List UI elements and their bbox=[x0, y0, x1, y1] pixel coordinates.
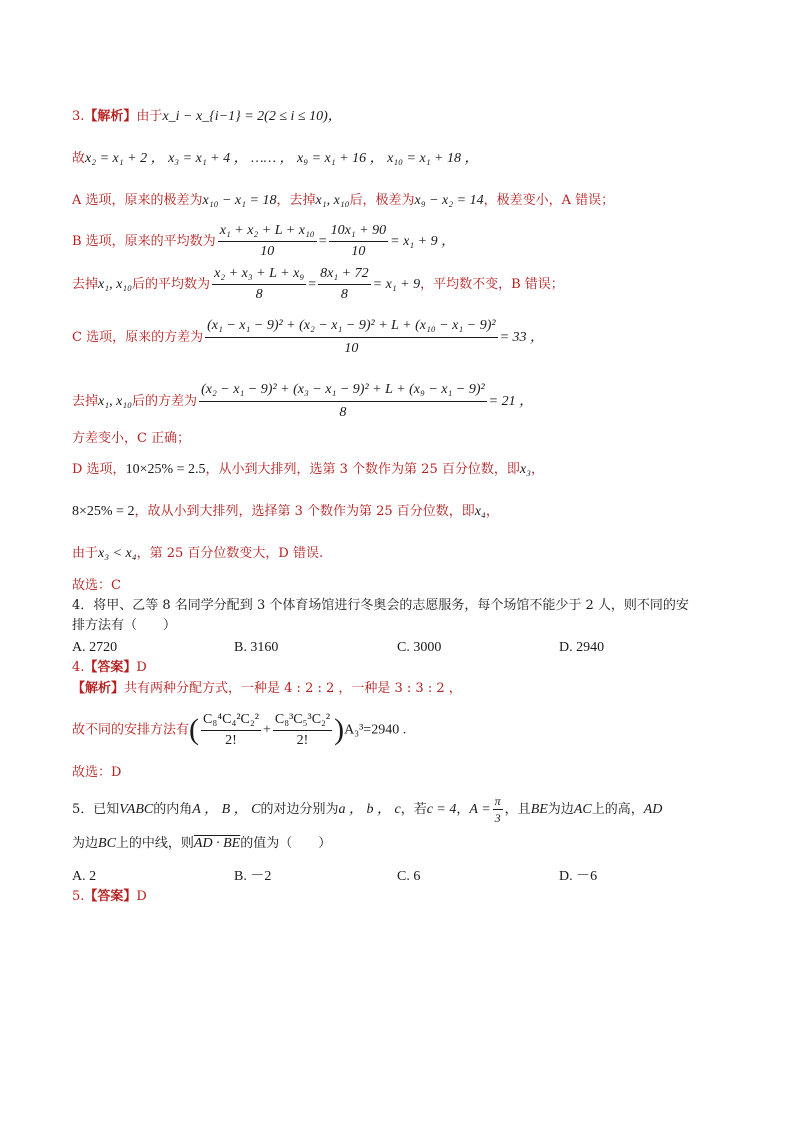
analysis-tag: 【解析】 bbox=[84, 109, 137, 124]
q4-answer-value: D bbox=[136, 660, 147, 675]
q5-ad: AD bbox=[643, 802, 663, 817]
q4-frac2-den: 2! bbox=[296, 732, 309, 748]
q3-a-text3: 后，极差为 bbox=[349, 193, 415, 208]
q4-frac2 bbox=[273, 711, 332, 750]
q5-t1: 5．已知 bbox=[72, 802, 120, 817]
q5-c-value: c = 4 bbox=[426, 802, 457, 817]
q3-option-b: B 选项，原来的平均数为 $\frac{\text{x₁ + x₂ + L + x₁₀}}{10}$ = $\frac{\text{10x₁ + 90}}{10}$ = x₁ + 9 ， bbox=[72, 223, 456, 259]
q3-d3-text1: 由于 bbox=[72, 546, 99, 561]
q3-d3-text2: ，第 25 百分位数变大，D 错误. bbox=[136, 546, 324, 561]
q3-b2-frac2 bbox=[318, 265, 371, 304]
q3-d2-x4: x₄ bbox=[474, 504, 486, 519]
q5-t8: 上的高， bbox=[591, 802, 644, 817]
q4-analysis-text: 共有两种分配方式，一种是 4 : 2 : 2 ，一种是 3 : 3 : 2 ， bbox=[124, 681, 462, 696]
q3-choice: 故选：C bbox=[72, 578, 121, 593]
q3-a-text1: A 选项，原来的极差为 bbox=[72, 193, 203, 208]
q3-d2-end: ， bbox=[485, 504, 499, 519]
q5-t4: ，若 bbox=[400, 802, 427, 817]
q5-t5: ， bbox=[456, 802, 470, 817]
q3-sequence bbox=[72, 150, 479, 168]
q3-c-text: C 选项，原来的方差为 bbox=[72, 330, 204, 345]
q4-option-b: B. 3160 bbox=[234, 640, 279, 655]
q5-sides: a ， b ， c bbox=[338, 802, 401, 817]
q3-a-text2: ，去掉 bbox=[276, 193, 316, 208]
q4-solution-formula: 故不同的安排方法有( $\frac{\text{C₈⁴C₄²C₂²}}{2!}$ + $\frac{\text{C₈³C₅³C₂²}}{2!}$ )A₃³=2940 . bbox=[72, 711, 407, 748]
q3-c2-text1: 去掉 bbox=[72, 394, 99, 409]
q3-d-text2: ，从小到大排列，选第 3 个数作为第 25 百分位数，即 bbox=[205, 462, 520, 477]
q3-b-frac1-den: 10 bbox=[260, 244, 275, 259]
q5-angle-a: A = bbox=[469, 802, 491, 817]
q3-d2-text: ，故从小到大排列，选择第 3 个数作为第 25 百分位数，即 bbox=[134, 504, 475, 519]
q5-option-d: D. －6 bbox=[559, 869, 598, 884]
q3-a-math2: x₁, x₁₀ bbox=[315, 193, 350, 208]
q3-d-conclusion bbox=[72, 545, 323, 563]
q4-choice: 故选：D bbox=[72, 765, 122, 780]
q5-triangle: VABC bbox=[119, 802, 154, 817]
q5-t11: 的值为（ ） bbox=[240, 836, 332, 851]
q3-intro: 由于 bbox=[136, 109, 163, 124]
q3-so: 故 bbox=[72, 151, 86, 166]
q3-c-frac-num: (x₁ − x₁ − 9)² + (x₂ − x₁ − 9)² + L + (x₁₀ − x₁ − 9)² bbox=[205, 316, 497, 338]
q3-b-frac2 bbox=[329, 222, 389, 261]
q4-answer bbox=[72, 659, 147, 677]
q3-b2-math: x₁, x₁₀ bbox=[98, 277, 133, 292]
q4-answer-tag: 【答案】 bbox=[84, 660, 137, 675]
q5-t6: ，且 bbox=[504, 802, 531, 817]
q4-sol-text: 故不同的安排方法有 bbox=[72, 722, 190, 738]
q3-c2-frac-den: 8 bbox=[339, 405, 347, 420]
q5-vector-product: AD · BE bbox=[193, 836, 241, 851]
q3-c2-text2: 后的方差为 bbox=[132, 394, 198, 409]
q4-stem-line1: 4．将甲、乙等 8 名同学分配到 3 个体育场馆进行冬奥会的志愿服务，每个场馆不能少于 2 人，则不同的安 bbox=[72, 598, 689, 613]
q3-d-math: 10×25% = 2.5 bbox=[125, 462, 206, 477]
q3-option-c-removed bbox=[72, 380, 533, 423]
q5-pi-frac bbox=[493, 794, 503, 825]
q3-c-frac-den: 10 bbox=[344, 341, 359, 356]
q3-b2-end: = x₁ + 9 bbox=[372, 277, 421, 292]
q3-c2-math: x₁, x₁₀ bbox=[98, 394, 133, 409]
q3-c-frac bbox=[205, 316, 497, 359]
q4-stem-line2: 排方法有（ ） bbox=[72, 618, 177, 633]
q3-b-frac2-den: 10 bbox=[351, 244, 366, 259]
q5-t7: 为边 bbox=[547, 802, 574, 817]
q5-be: BE bbox=[530, 802, 548, 817]
q5-option-c: C. 6 bbox=[397, 869, 421, 884]
q3-option-d-8 bbox=[72, 503, 499, 521]
q4-frac1-num: C₈⁴C₄²C₂² bbox=[201, 711, 261, 731]
q4-frac1-den: 2! bbox=[225, 732, 237, 748]
q3-d3-math: x₃ < x₄ bbox=[98, 546, 137, 561]
q5-pi-den: 3 bbox=[494, 811, 501, 825]
q3-b-frac1-num: x₁ + x₂ + L + x₁₀ bbox=[218, 222, 317, 242]
q3-b2-text3: ，平均数不变，B 错误； bbox=[420, 277, 564, 292]
q3-heading bbox=[72, 108, 342, 126]
q3-a-math1: x₁₀ − x₁ = 18 bbox=[202, 193, 277, 208]
q3-option-b-removed: 去掉x₁, x₁₀后的平均数为 $\frac{\text{x₂ + x₃ + L + x₉}}{8}$ = $\frac{\text{8x₁ + 72}}{8}$ = x₁ + 9，平均数不变，B 错误； bbox=[72, 266, 564, 302]
q3-d2-math: 8×25% = 2 bbox=[72, 504, 135, 519]
q3-c2-frac-num: (x₂ − x₁ − 9)² + (x₃ − x₁ − 9)² + L + (x₉ − x₁ − 9)² bbox=[199, 380, 487, 402]
q3-b2-frac2-den: 8 bbox=[340, 287, 348, 302]
q5-option-a: A. 2 bbox=[72, 869, 97, 884]
q5-stem-line1 bbox=[72, 794, 662, 825]
q4-analysis bbox=[72, 680, 462, 698]
q4-answer-num: 4. bbox=[72, 660, 85, 675]
q5-pi-num: π bbox=[494, 794, 501, 808]
q3-option-a bbox=[72, 192, 614, 210]
q5-option-b: B. －2 bbox=[234, 869, 272, 884]
q5-t3: 的对边分别为 bbox=[260, 802, 339, 817]
q3-b2-frac1 bbox=[212, 265, 306, 304]
q3-d-x3: x₃ bbox=[519, 462, 531, 477]
q5-stem-line2 bbox=[72, 835, 331, 853]
q4-frac2-num: C₈³C₅³C₂² bbox=[273, 711, 332, 731]
q3-c-end: = 33 ， bbox=[499, 330, 545, 345]
q5-t10: 上的中线，则 bbox=[115, 836, 194, 851]
q5-answer bbox=[72, 888, 147, 906]
q5-t9: 为边 bbox=[72, 836, 99, 851]
q5-answer-num: 5. bbox=[72, 889, 85, 904]
q3-b-frac2-num: 10x₁ + 90 bbox=[329, 222, 389, 242]
q3-d-text1: D 选项， bbox=[72, 462, 126, 477]
q5-t2: 的内角 bbox=[153, 802, 193, 817]
q5-ac: AC bbox=[573, 802, 592, 817]
q3-a-text4: ，极差变小，A 错误； bbox=[483, 193, 615, 208]
q4-option-a: A. 2720 bbox=[72, 640, 118, 655]
q3-option-c bbox=[72, 316, 544, 359]
q3-b2-frac1-num: x₂ + x₃ + L + x₉ bbox=[212, 265, 306, 285]
q3-c2-frac bbox=[199, 380, 487, 423]
q4-option-c: C. 3000 bbox=[397, 640, 442, 655]
q3-b-end: = x₁ + 9 ， bbox=[390, 234, 456, 249]
q5-answer-value: D bbox=[136, 889, 147, 904]
q3-number: 3. bbox=[72, 109, 85, 124]
q5-bc: BC bbox=[98, 836, 116, 851]
q3-b-text: B 选项，原来的平均数为 bbox=[72, 234, 216, 249]
q3-c2-end: = 21 ， bbox=[488, 394, 534, 409]
q3-c-conclusion: 方差变小，C 正确； bbox=[72, 431, 191, 446]
q3-b2-frac2-num: 8x₁ + 72 bbox=[318, 265, 371, 285]
q5-angles: A ， B ， C bbox=[192, 802, 261, 817]
q4-sol-result: A₃³=2940 . bbox=[344, 722, 407, 738]
q4-frac1 bbox=[201, 711, 261, 750]
q4-analysis-tag: 【解析】 bbox=[72, 681, 125, 696]
q3-option-d bbox=[72, 461, 544, 479]
q4-option-d: D. 2940 bbox=[559, 640, 605, 655]
q5-answer-tag: 【答案】 bbox=[84, 889, 137, 904]
q3-b-frac1 bbox=[218, 222, 317, 261]
q3-a-math3: x₉ − x₂ = 14 bbox=[414, 193, 484, 208]
q3-sequence-eq: x₂ = x₁ + 2 ， x₃ = x₁ + 4 ， …… ， x₉ = x₁ + 16 ， x₁₀ = x₁ + 18 ， bbox=[85, 151, 479, 166]
q3-d-end: ， bbox=[530, 462, 544, 477]
q3-b2-text2: 后的平均数为 bbox=[132, 277, 211, 292]
q3-b2-frac1-den: 8 bbox=[255, 287, 263, 302]
q3-condition: x_i − x_{i−1} = 2(2 ≤ i ≤ 10)， bbox=[162, 109, 342, 124]
q3-b2-text1: 去掉 bbox=[72, 277, 99, 292]
